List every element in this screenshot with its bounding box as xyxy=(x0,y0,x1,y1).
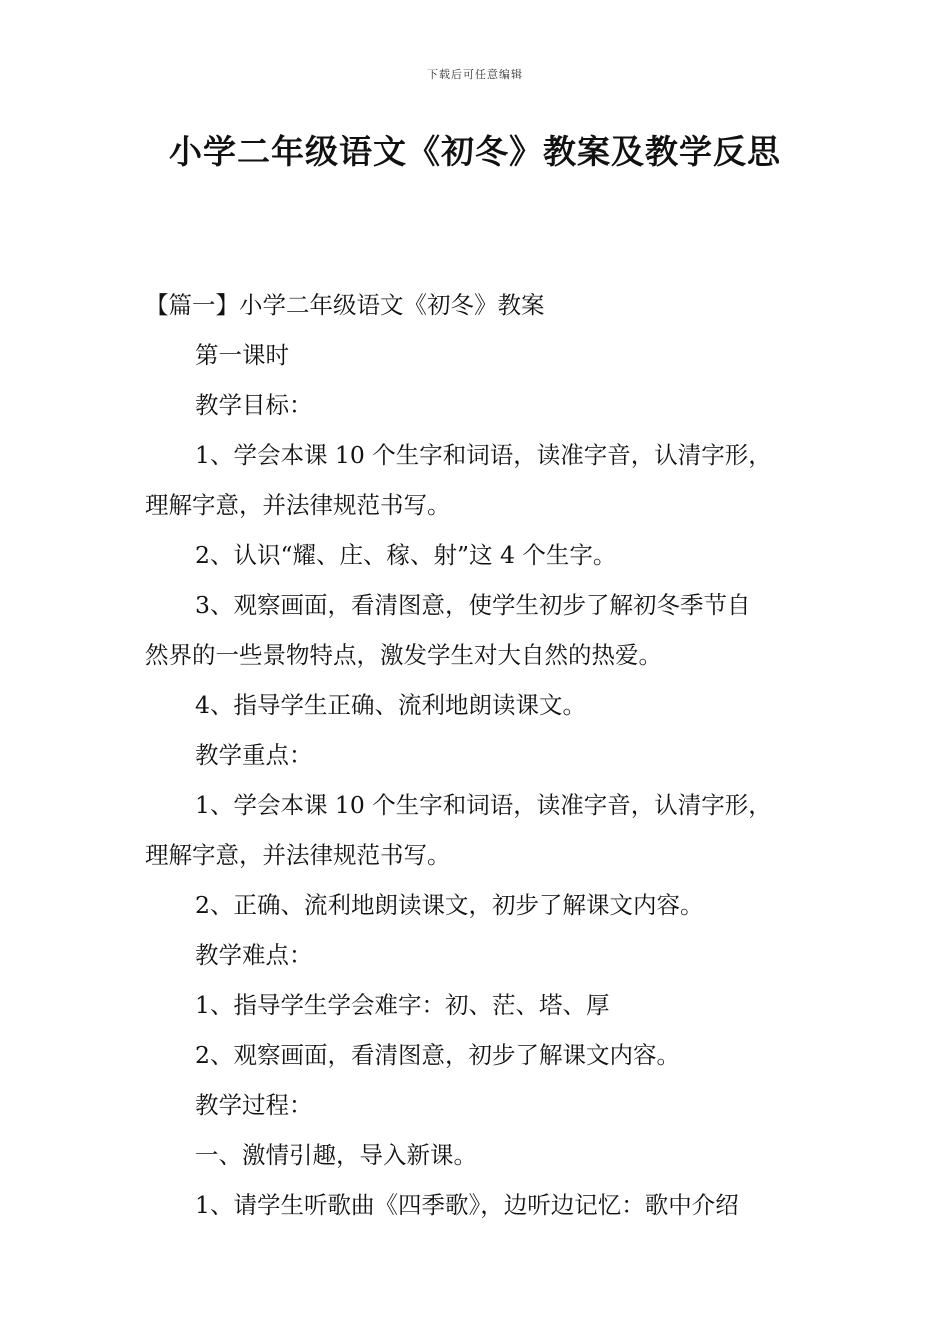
paragraph-line: 第一课时 xyxy=(195,341,289,369)
paragraph-line: 教学难点： xyxy=(195,941,313,969)
paragraph-line: 4、指导学生正确、流利地朗读课文。 xyxy=(195,691,586,719)
paragraph-line: 教学重点： xyxy=(195,741,313,769)
document-body xyxy=(145,280,810,1230)
paragraph-line: 2、正确、流利地朗读课文，初步了解课文内容。 xyxy=(195,891,704,919)
paragraph-line: 然界的一些景物特点，激发学生对大自然的热爱。 xyxy=(145,641,662,669)
paragraph-line: 1、学会本课 10 个生字和词语，读准字音，认清字形， xyxy=(195,791,772,819)
paragraph-line: 2、认识“耀、庄、稼、射”这 4 个生字。 xyxy=(195,541,617,569)
paragraph-line: 理解字意，并法律规范书写。 xyxy=(145,491,451,519)
paragraph-line: 2、观察画面，看清图意，初步了解课文内容。 xyxy=(195,1041,680,1069)
paragraph-line: 教学过程： xyxy=(195,1091,313,1119)
paragraph-line: 教学目标： xyxy=(195,391,313,419)
paragraph-line: 1、指导学生学会难字：初、茫、塔、厚 xyxy=(195,991,610,1019)
paragraph-line: 1、学会本课 10 个生字和词语，读准字音，认清字形， xyxy=(195,441,772,469)
section-heading: 【篇一】小学二年级语文《初冬》教案 xyxy=(145,291,545,319)
paragraph-line: 1、请学生听歌曲《四季歌》，边听边记忆：歌中介绍 xyxy=(195,1191,739,1219)
paragraph-line: 一、激情引趣，导入新课。 xyxy=(195,1141,477,1169)
paragraph-line: 理解字意，并法律规范书写。 xyxy=(145,841,451,869)
document-title: 小学二年级语文《初冬》教案及教学反思 xyxy=(169,132,781,171)
header-note: 下载后可任意编辑 xyxy=(427,68,523,81)
paragraph-line: 3、观察画面，看清图意，使学生初步了解初冬季节自 xyxy=(195,591,751,619)
